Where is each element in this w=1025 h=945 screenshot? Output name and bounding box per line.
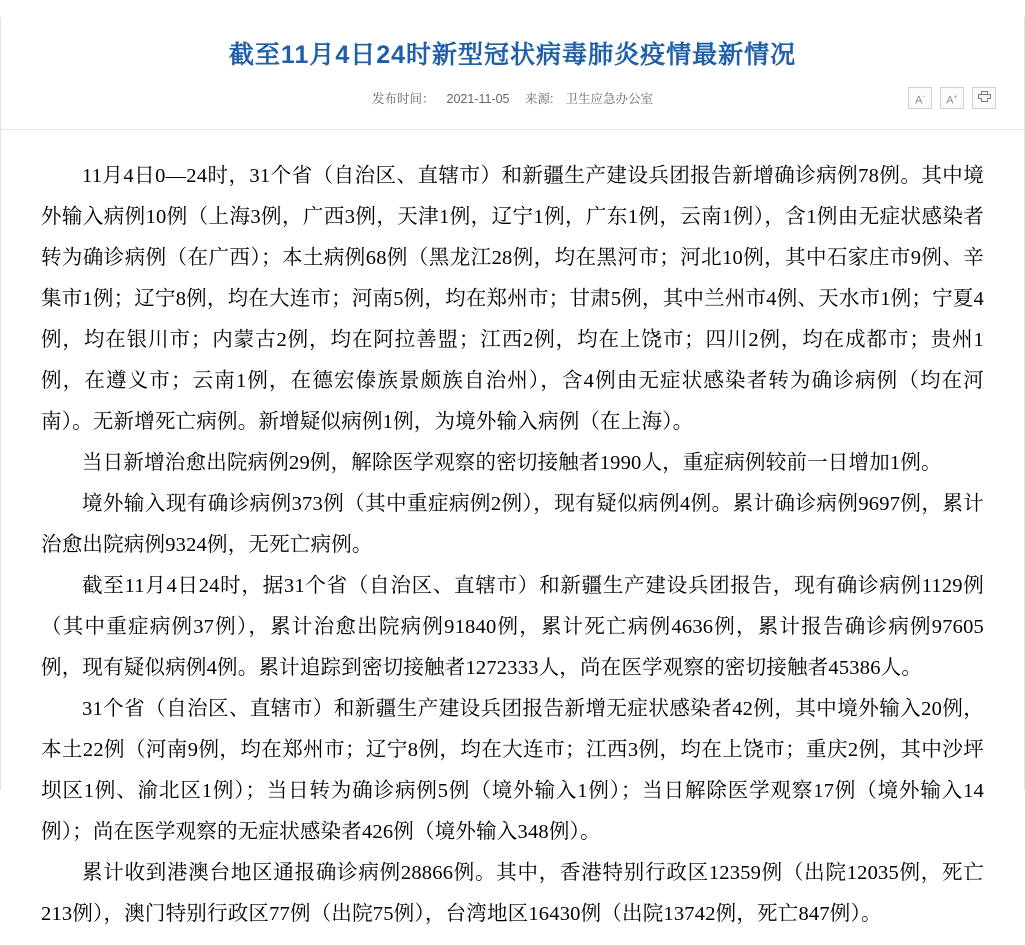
paragraph: 11月4日0—24时，31个省（自治区、直辖市）和新疆生产建设兵团报告新增确诊病例78例。其中境外输入病例10例（上海3例，广西3例，天津1例，辽宁1例，广东1例，云南1例），含1例由无症状感染者转为确诊病例（在广西）；本土病例68例（黑龙江28例，均在黑河市；河北10例，其中石家庄市9例、辛集市1例；辽宁8例，均在大连市；河南5例，均在郑州市；甘肃5例，其中兰州市4例、天水市1例；宁夏4例，均在银川市；内蒙古2例，均在阿拉善盟；江西2例，均在上饶市；四川2例，均在成都市；贵州1例，在遵义市；云南1例，在德宏傣族景颇族自治州），含4例由无症状感染者转为确诊病例（均在河南）。无新增死亡病例。新增疑似病例1例，为境外输入病例（在上海）。	[41, 165, 984, 434]
source-label: 来源:	[525, 92, 554, 107]
font-increase-sup: +	[953, 94, 958, 102]
font-decrease-label: A	[915, 94, 923, 107]
paragraph: 31个省（自治区、直辖市）和新疆生产建设兵团报告新增无症状感染者42例，其中境外输入20例，本土22例（河南9例，均在郑州市；辽宁8例，均在大连市；江西3例，均在上饶市；重庆2例，其中沙坪坝区1例、渝北区1例）；当日转为确诊病例5例（境外输入1例）；当日解除医学观察17例（境外输入14例）；尚在医学观察的无症状感染者426例（境外输入348例）。	[41, 698, 984, 844]
paragraph: 当日新增治愈出院病例29例，解除医学观察的密切接触者1990人，重症病例较前一日增加1例。	[82, 452, 942, 475]
publish-time-label: 发布时间：	[371, 92, 435, 107]
page-title: 截至11月4日24时新型冠状病毒肺炎疫情最新情况	[228, 40, 797, 69]
font-increase-label: A	[946, 94, 954, 107]
paragraph: 截至11月4日24时，据31个省（自治区、直辖市）和新疆生产建设兵团报告，现有确诊病例1129例（其中重症病例37例），累计治愈出院病例91840例，累计死亡病例4636例，累计报告确诊病例97605例，现有疑似病例4例。累计追踪到密切接触者1272333人，尚在医学观察的密切接触者45386人。	[41, 575, 984, 680]
paragraph: 累计收到港澳台地区通报确诊病例28866例。其中，香港特别行政区12359例（出院12035例，死亡213例），澳门特别行政区77例（出院75例），台湾地区16430例（出院13742例，死亡847例）。	[41, 862, 984, 926]
meta-text	[1, 89, 1024, 107]
font-increase-button[interactable]	[940, 87, 964, 109]
article-meta	[1, 89, 1024, 123]
source-value: 卫生应急办公室	[565, 92, 653, 107]
print-button[interactable]	[972, 87, 996, 109]
publish-time-value: 2021-11-05	[446, 92, 510, 107]
font-decrease-button[interactable]	[908, 87, 932, 109]
article-tools	[908, 87, 996, 109]
article-page	[0, 17, 1025, 926]
font-decrease-sup: -	[922, 94, 925, 102]
printer-icon	[978, 91, 991, 102]
paragraph: 境外输入现有确诊病例373例（其中重症病例2例），现有疑似病例4例。累计确诊病例9697例，累计治愈出院病例9324例，无死亡病例。	[41, 493, 984, 557]
article-body	[1, 130, 1024, 945]
